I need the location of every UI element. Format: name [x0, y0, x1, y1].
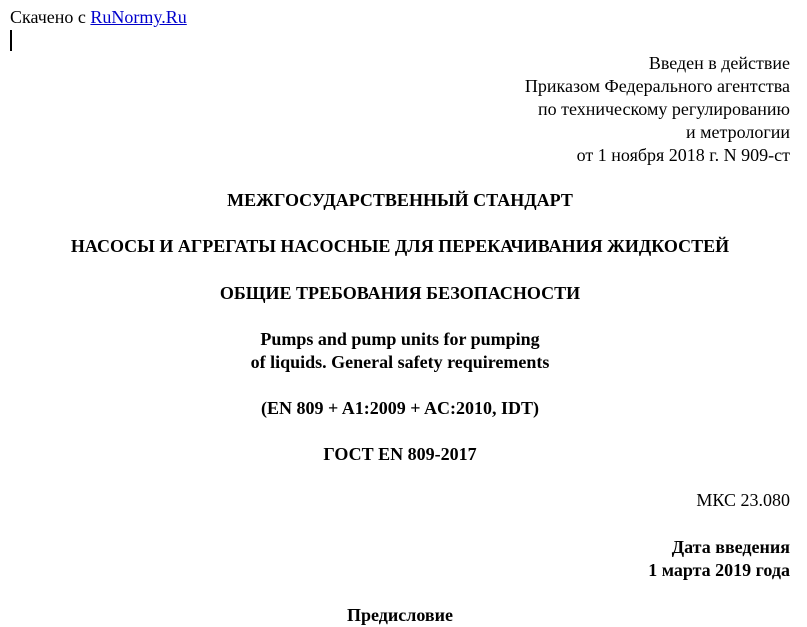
effective-date-block	[648, 536, 790, 582]
equivalence-note: (EN 809 + A1:2009 + AC:2010, IDT)	[260, 398, 539, 418]
enactment-line: от 1 ноября 2018 г. N 909-ст	[576, 145, 790, 165]
standard-type: МЕЖГОСУДАРСТВЕННЫЙ СТАНДАРТ	[227, 190, 573, 210]
source-link[interactable]: RuNormy.Ru	[90, 7, 187, 27]
effective-date-value: 1 марта 2019 года	[648, 560, 790, 580]
enactment-line: по техническому регулированию	[537, 99, 790, 119]
enactment-line: Приказом Федерального агентства	[524, 76, 790, 96]
mks-code: МКС 23.080	[696, 490, 790, 510]
preface-heading: Предисловие	[347, 605, 453, 625]
source-prefix: Скачено с	[10, 7, 91, 27]
effective-date-label: Дата введения	[671, 537, 790, 557]
title-ru-main: НАСОСЫ И АГРЕГАТЫ НАСОСНЫЕ ДЛЯ ПЕРЕКАЧИВАНИЯ ЖИДКОСТЕЙ	[70, 236, 730, 256]
title-ru-sub: ОБЩИЕ ТРЕБОВАНИЯ БЕЗОПАСНОСТИ	[219, 283, 581, 303]
source-line	[10, 6, 187, 28]
enactment-line: Введен в действие	[648, 53, 790, 73]
title-en-line: Pumps and pump units for pumping	[260, 329, 540, 349]
text-cursor	[10, 30, 12, 51]
enactment-line: и метрологии	[686, 122, 790, 142]
standard-designation: ГОСТ EN 809-2017	[323, 444, 477, 464]
title-en	[0, 328, 800, 374]
enactment-block	[525, 52, 790, 167]
title-en-line: of liquids. General safety requirements	[250, 352, 550, 372]
